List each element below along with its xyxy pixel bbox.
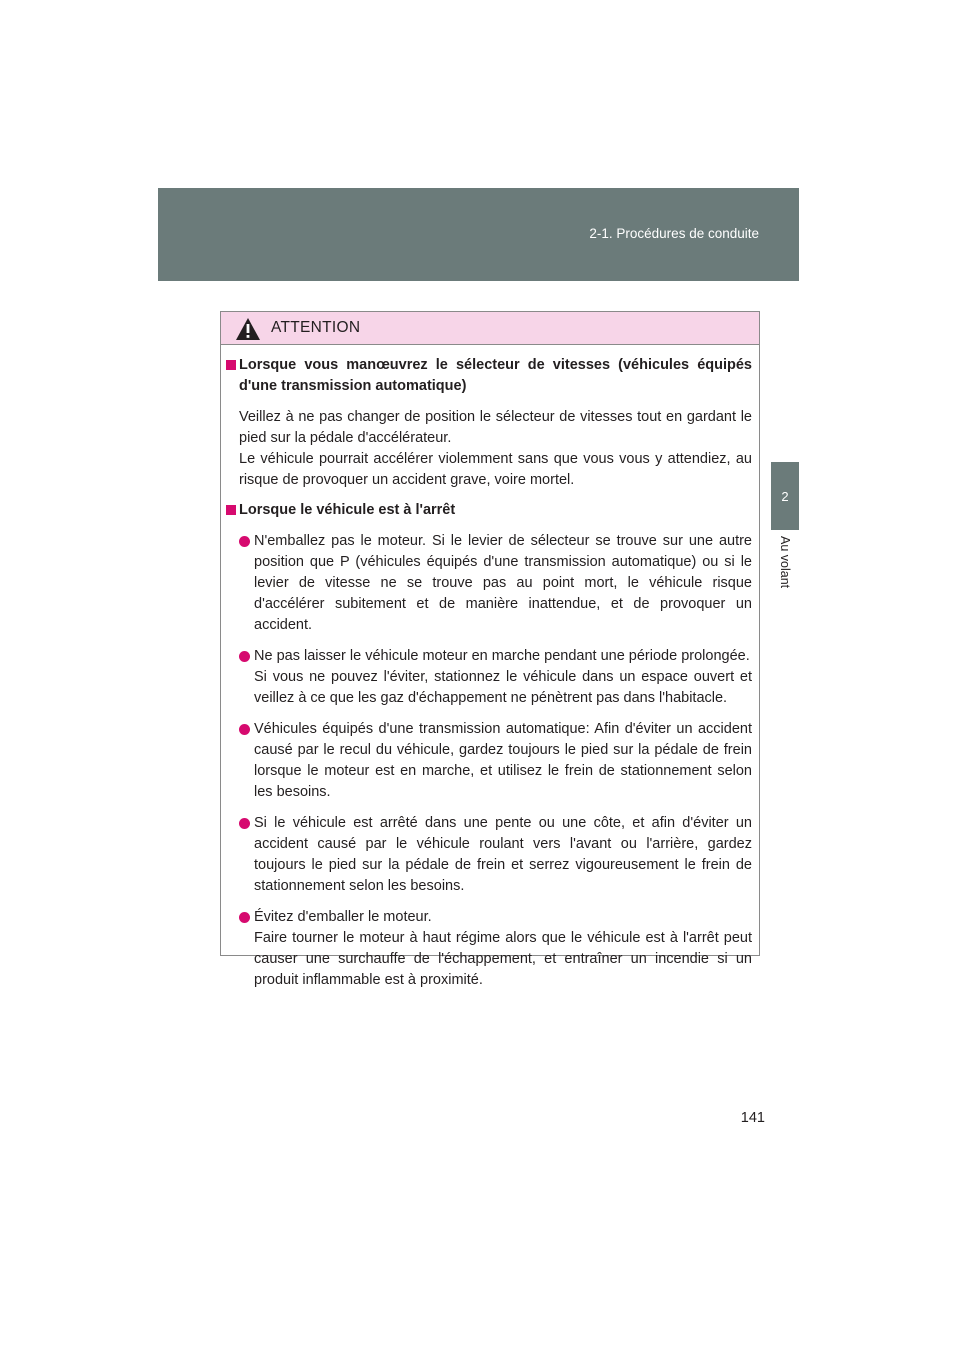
section-heading-shift — [229, 355, 752, 397]
list-item-text: Véhicules équipés d'une transmission automatique: Afin d'éviter un accident causé par le recul du véhicule, gardez toujours le pied sur la pédale de frein lorsque le moteur est en marche, et utilisez le frein de stationnement selon les besoins. — [254, 721, 752, 800]
list-item-text: Évitez d'emballer le moteur. — [254, 909, 432, 925]
square-bullet-icon — [226, 505, 236, 515]
square-bullet-icon — [226, 360, 236, 370]
warning-box — [220, 311, 760, 988]
round-bullet-icon — [239, 818, 250, 829]
list-item — [229, 531, 752, 636]
header-band — [158, 188, 799, 281]
round-bullet-icon — [239, 724, 250, 735]
chapter-tab — [771, 462, 799, 530]
list-item-text: Faire tourner le moteur à haut régime alors que le véhicule est à l'arrêt peut causer une surchauffe de l'échappement, et entraîner un incendie si un produit inflammable est à proximité. — [254, 930, 752, 988]
section-heading-text: Lorsque le véhicule est à l'arrêt — [239, 502, 456, 518]
section-title: 2-1. Procédures de conduite — [589, 226, 759, 241]
warning-header — [221, 312, 759, 345]
paragraph — [229, 407, 752, 491]
list-item-text: Ne pas laisser le véhicule moteur en marche pendant une période prolongée. — [254, 648, 750, 664]
warning-body — [221, 345, 759, 991]
paragraph-text: Le véhicule pourrait accélérer violemment sans que vous vous y attendiez, au risque de provoquer un accident grave, voire mortel. — [239, 451, 752, 488]
paragraph-text: Veillez à ne pas changer de position le sélecteur de vitesses tout en gardant le pied sur la pédale d'accélérateur. — [239, 409, 752, 446]
round-bullet-icon — [239, 912, 250, 923]
warning-triangle-icon — [235, 317, 261, 341]
chapter-label: Au volant — [778, 536, 792, 589]
list-item — [229, 719, 752, 803]
section-heading-stopped — [229, 500, 752, 521]
list-item — [229, 907, 752, 991]
round-bullet-icon — [239, 536, 250, 547]
chapter-number: 2 — [781, 488, 789, 504]
section-heading-text: Lorsque vous manœuvrez le sélecteur de vitesses (véhicules équipés d'une transmission automatique) — [239, 357, 752, 394]
list-item-text: N'emballez pas le moteur. Si le levier de sélecteur se trouve sur une autre position que P (véhicules équipés d'une transmission automatique) ou si le levier de vitesse ne se trouve pas au point mort, le véhicule risque d'accélérer subitement et de manière inattendue, et de provoquer un accident. — [254, 533, 752, 633]
list-item-text: Si le véhicule est arrêté dans une pente ou une côte, et afin d'éviter un accident causé par le véhicule roulant vers l'avant ou l'arrière, gardez toujours le pied sur la pédale de frein et serrez vigoureusement le frein de stationnement selon les besoins. — [254, 815, 752, 894]
round-bullet-icon — [239, 651, 250, 662]
warning-title: ATTENTION — [271, 319, 361, 336]
list-item — [229, 813, 752, 897]
list-item — [229, 646, 752, 709]
page-number: 141 — [740, 1110, 765, 1126]
list-item-text: Si vous ne pouvez l'éviter, stationnez le véhicule dans un espace ouvert et veillez à ce que les gaz d'échappement ne pénètrent pas dans l'habitacle. — [254, 669, 752, 706]
